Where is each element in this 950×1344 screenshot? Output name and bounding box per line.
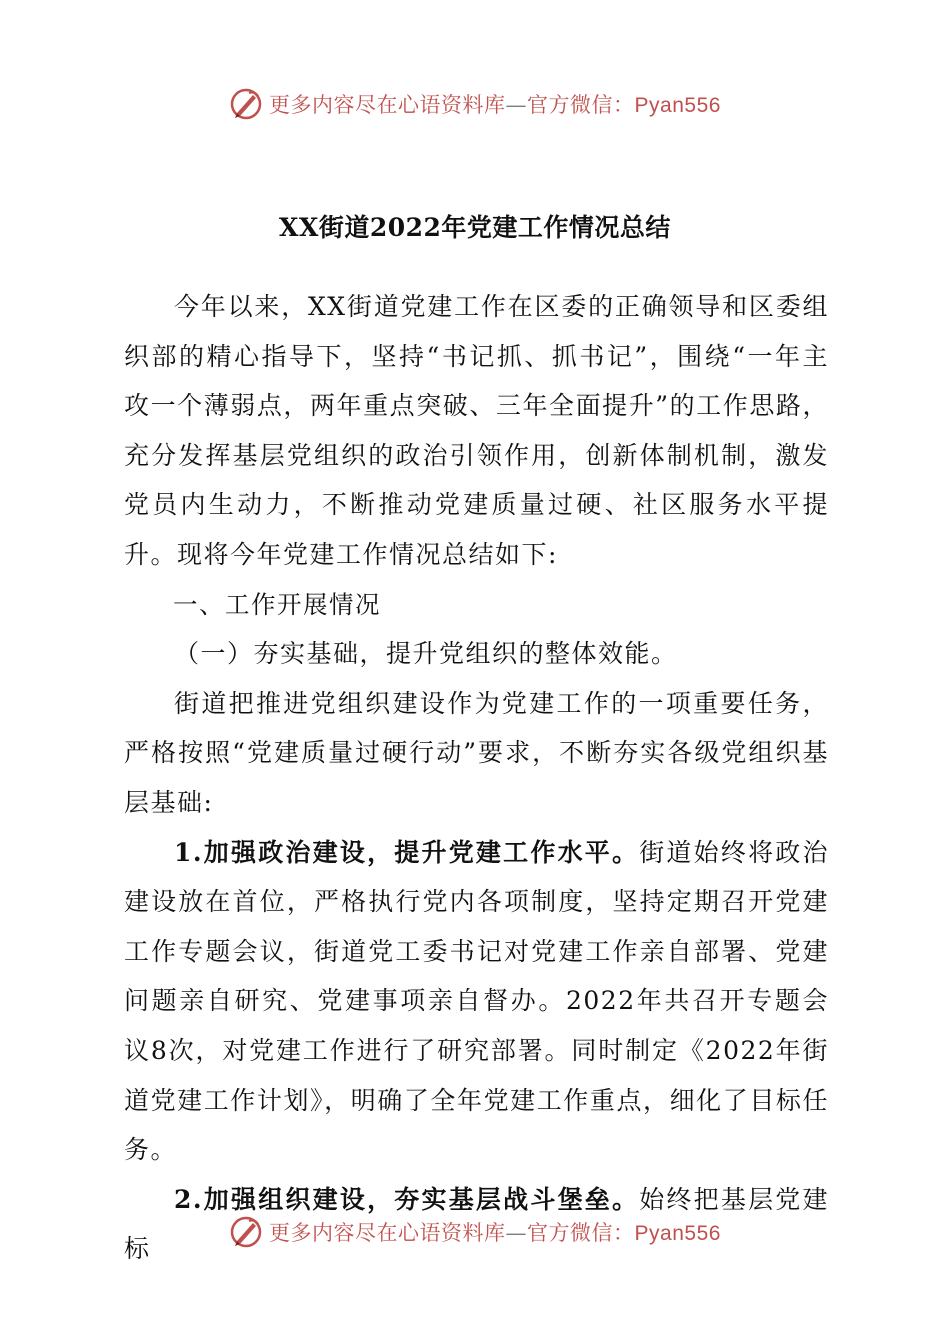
document-title: XX街道2022年党建工作情况总结 — [279, 213, 671, 242]
item-lead-1: 1.加强政治建设，提升党建工作水平。 — [174, 837, 640, 867]
watermark-text: 更多内容尽在心语资料库—官方微信：Pyan556 — [269, 93, 721, 117]
pen-logo-icon — [229, 1215, 263, 1249]
pen-logo-icon — [229, 87, 263, 121]
item-lead-2: 2.加强组织建设，夯实基层战斗堡垒。 — [174, 1184, 640, 1214]
section-heading-1: 一、工作开展情况 — [173, 589, 381, 619]
subsection-heading-1: （一）夯实基础，提升党组织的整体效能。 — [174, 639, 678, 669]
item-body-1: 街道始终将政治建设放在首位，严格执行党内各项制度，坚持定期召开党建工作专题会议，街道党工委书记对党建工作亲自部署、党建问题亲自研究、党建事项亲自督办。2022年共召开专题会议8次，对党建工作进行了研究部署。同时制定《2022年街道党建工作计划》，明确了全年党建工作重点，细化了目标任务。 — [124, 837, 829, 1165]
intro-paragraph: 今年以来，XX街道党建工作在区委的正确领导和区委组织部的精心指导下，坚持“书记抓、抓书记”，围绕“一年主攻一个薄弱点，两年重点突破、三年全面提升”的工作思路，充分发挥基层党组织的政治引领作用，创新体制机制，激发党员内生动力，不断推动党建质量过硬、社区服务水平提升。现将今年党建工作情况总结如下: — [124, 292, 829, 569]
document-body — [124, 282, 829, 1274]
watermark-footer — [0, 1212, 950, 1252]
item-paragraph-1 — [124, 828, 829, 1175]
item-body-2: 始终把基层党建标 — [124, 1184, 829, 1264]
watermark-header — [0, 84, 950, 124]
watermark-text: 更多内容尽在心语资料库—官方微信：Pyan556 — [269, 1221, 721, 1245]
subsection-paragraph-1: 街道把推进党组织建设作为党建工作的一项重要任务，严格按照“党建质量过硬行动”要求，不断夯实各级党组织基层基础: — [124, 688, 829, 817]
